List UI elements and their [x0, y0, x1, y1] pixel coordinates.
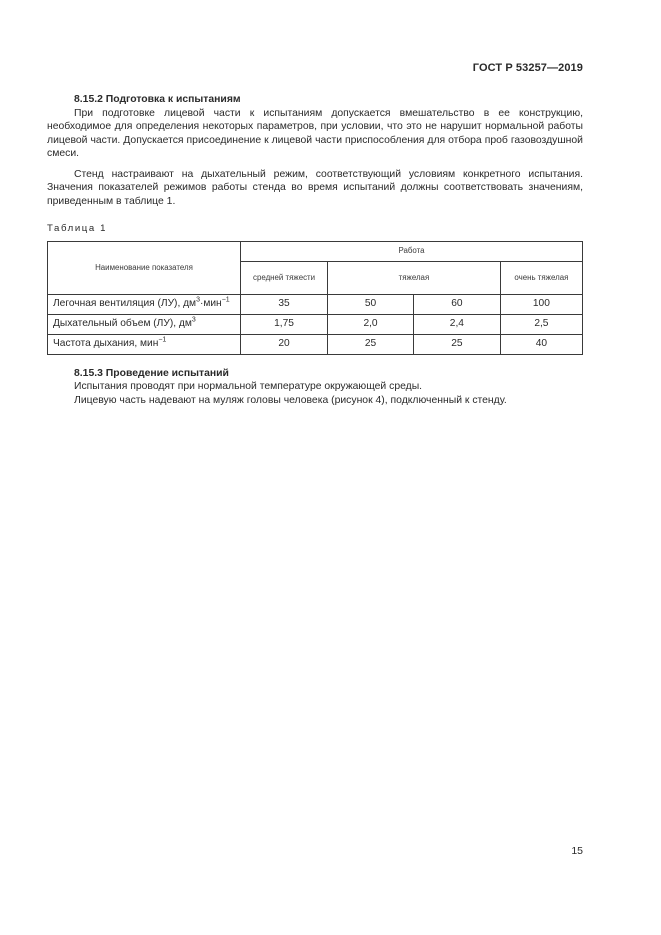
section-8-15-2-paragraph-2: Стенд настраивают на дыхательный режим, соответствующий условиям конкретного испытания. Значения показателей режимов работы стенда во время испытаний должны соответствовать значениям, приведенным в таблице 1. — [47, 168, 583, 207]
table-row — [48, 334, 583, 354]
table-cell-value: 100 — [500, 294, 582, 314]
document-body — [47, 93, 583, 407]
table-cell-value: 60 — [413, 294, 500, 314]
table-header-parameter: Наименование показателя — [48, 241, 241, 294]
page-number: 15 — [571, 845, 583, 857]
table-cell-parameter-name: Легочная вентиляция (ЛУ), $дм^3\cdot мин^{-1}$ — [48, 294, 241, 314]
table-header-work: Работа — [241, 241, 583, 261]
table-caption: Таблица 1 — [47, 223, 108, 234]
table-cell-value: 2,4 — [413, 314, 500, 334]
table-cell-value: 1,75 — [241, 314, 328, 334]
table-cell-value: 25 — [413, 334, 500, 354]
table-cell-value: 35 — [241, 294, 328, 314]
table-cell-value: 40 — [500, 334, 582, 354]
table-cell-value: 2,5 — [500, 314, 582, 334]
table-cell-value: 2,0 — [328, 314, 414, 334]
table-header-very-heavy: очень тяжелая — [500, 261, 582, 294]
section-8-15-3 — [47, 367, 583, 408]
section-title-8-15-3: 8.15.3 Проведение испытаний — [74, 367, 229, 379]
section-8-15-3-paragraph-1: Испытания проводят при нормальной температуре окружающей среды. — [74, 381, 423, 392]
table-cell-value: 50 — [328, 294, 414, 314]
section-8-15-2-paragraph-1: При подготовке лицевой части к испытаниям допускается вмешательство в ее конструкцию, необходимое для определения некоторых параметров, при условии, что это не нарушит нормальной работы лицевой части. Допускается присоединение к лицевой части приспособления для отбора проб газовоздушной смеси. — [47, 107, 583, 159]
table-header-heavy: тяжелая — [328, 261, 501, 294]
table-row — [48, 314, 583, 334]
parameters-table — [47, 241, 583, 355]
table-header-moderate: средней тяжести — [241, 261, 328, 294]
section-title-8-15-2: 8.15.2 Подготовка к испытаниям — [74, 94, 241, 105]
table-header-row-1 — [48, 241, 583, 261]
table-row — [48, 294, 583, 314]
table-cell-parameter-name: Частота дыхания, мин$^{-1}$ — [48, 334, 241, 354]
document-standard-header: ГОСТ Р 53257—2019 — [472, 62, 583, 74]
table-cell-value: 25 — [328, 334, 414, 354]
section-8-15-3-paragraph-2: Лицевую часть надевают на муляж головы человека (рисунок 4), подключенный к стенду. — [74, 394, 507, 406]
table-cell-parameter-name: Дыхательный объем (ЛУ), $дм^3$ — [48, 314, 241, 334]
table-cell-value: 20 — [241, 334, 328, 354]
